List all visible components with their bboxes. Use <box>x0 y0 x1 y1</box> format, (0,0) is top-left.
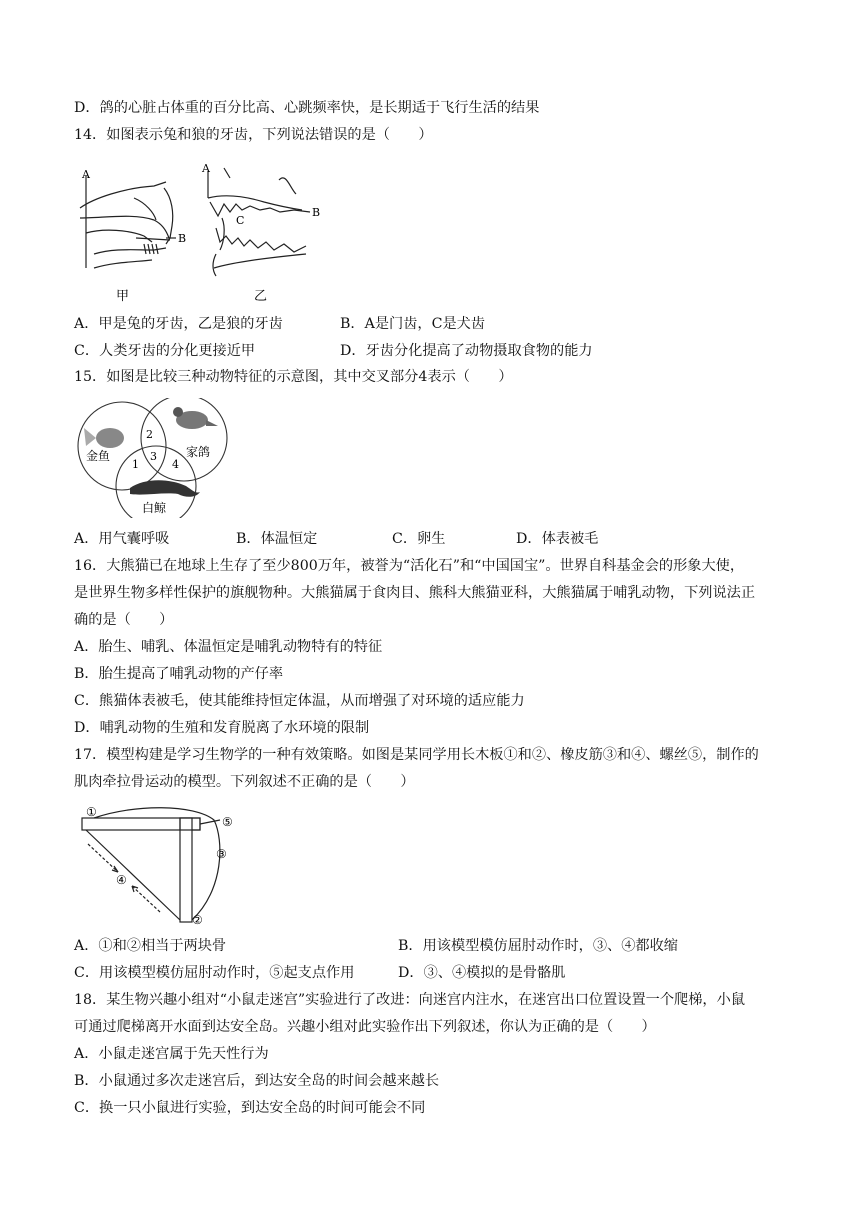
q17-model-figure <box>74 800 244 930</box>
q16-option-d: D．哺乳动物的生殖和发育脱离了水环境的限制 <box>74 720 370 736</box>
mark-4: ④ <box>116 873 127 887</box>
q16-stem-line3: 确的是（ ） <box>74 612 174 628</box>
region-2: 2 <box>146 428 153 441</box>
q17-option-a: A．①和②相当于两块骨 <box>74 938 227 954</box>
beluga-icon <box>130 480 200 497</box>
rabbit-skull-drawing <box>80 176 176 268</box>
q15-option-a: A．用气囊呼吸 <box>74 531 170 547</box>
q15-option-d: D．体表被毛 <box>516 531 599 547</box>
q14-option-b: B．A是门齿，C是犬齿 <box>340 316 486 332</box>
q15-option-c: C．卵生 <box>392 531 446 547</box>
mark-2: ② <box>192 913 203 927</box>
q17-option-b: B．用该模型模仿屈肘动作时，③、④都收缩 <box>398 938 678 954</box>
label-goldfish: 金鱼 <box>86 449 111 463</box>
q18-stem-line1: 18．某生物兴趣小组对“小鼠走迷宫”实验进行了改进：向迷宫内注水，在迷宫出口位置设置一个爬梯，小鼠 <box>74 992 746 1008</box>
q13-option-d: D．鸽的心脏占体重的百分比高、心跳频率快，是长期适于飞行生活的结果 <box>74 100 540 116</box>
label-beluga: 白鲸 <box>142 501 167 515</box>
region-4: 4 <box>172 458 179 471</box>
model-drawing <box>82 808 220 922</box>
teeth-diagram <box>74 158 344 308</box>
venn-diagram <box>74 398 234 518</box>
label-jia: 甲 <box>116 289 130 304</box>
q16-option-b: B．胎生提高了哺乳动物的产仔率 <box>74 666 284 682</box>
q15-stem: 15．如图是比较三种动物特征的示意图，其中交叉部分4表示（ ） <box>74 369 513 385</box>
q16-stem-line2: 是世界生物多样性保护的旗舰物种。大熊猫属于食肉目、熊科大熊猫亚科，大熊猫属于哺乳动物，下列说法正 <box>74 585 756 601</box>
label-yi: 乙 <box>254 289 268 304</box>
q18-option-b: B．小鼠通过多次走迷宫后，到达安全岛的时间会越来越长 <box>74 1073 440 1089</box>
mark-5: ⑤ <box>222 815 233 829</box>
mark-3: ③ <box>216 847 227 861</box>
q17-option-d: D．③、④模拟的是骨骼肌 <box>398 965 566 981</box>
q18-option-a: A．小鼠走迷宫属于先天性行为 <box>74 1046 269 1062</box>
region-1: 1 <box>132 458 139 471</box>
q18-stem-line2: 可通过爬梯离开水面到达安全岛。兴趣小组对此实验作出下列叙述，你认为正确的是（ ） <box>74 1019 656 1035</box>
q18-option-c: C．换一只小鼠进行实验，到达安全岛的时间可能会不同 <box>74 1100 426 1116</box>
q17-stem-line2: 肌肉牵拉骨运动的模型。下列叙述不正确的是（ ） <box>74 774 415 790</box>
q14-stem: 14．如图表示兔和狼的牙齿，下列说法错误的是（ ） <box>74 127 433 143</box>
q14-teeth-figure <box>74 158 344 308</box>
muscle-bone-model <box>74 800 244 930</box>
mark-a-jia: A <box>82 168 90 181</box>
q16-option-a: A．胎生、哺乳、体温恒定是哺乳动物特有的特征 <box>74 639 383 655</box>
label-pigeon: 家鸽 <box>186 445 211 459</box>
mark-1: ① <box>86 805 97 819</box>
region-3: 3 <box>150 450 157 463</box>
q14-option-c: C．人类牙齿的分化更接近甲 <box>74 343 256 359</box>
q14-option-d: D．牙齿分化提高了动物摄取食物的能力 <box>340 343 593 359</box>
q16-option-c: C．熊猫体表被毛，使其能维持恒定体温，从而增强了对环境的适应能力 <box>74 693 525 709</box>
q17-stem-line1: 17．模型构建是学习生物学的一种有效策略。如图是某同学用长木板①和②、橡皮筋③和④、螺丝⑤，制作的 <box>74 747 759 763</box>
mark-b-yi: B <box>312 206 321 219</box>
wolf-skull-drawing <box>208 168 310 276</box>
mark-c-yi: C <box>236 214 245 227</box>
q14-option-a: A．甲是兔的牙齿，乙是狼的牙齿 <box>74 316 283 332</box>
q15-option-b: B．体温恒定 <box>236 531 318 547</box>
mark-b-jia: B <box>178 232 187 245</box>
pigeon-icon <box>173 407 218 429</box>
q16-stem-line1: 16．大熊猫已在地球上生存了至少800万年，被誉为“活化石”和“中国国宝”。世界自科基金会的形象大使， <box>74 558 745 574</box>
q15-venn-figure <box>74 398 234 518</box>
mark-a-yi: A <box>202 162 210 175</box>
goldfish-icon <box>84 428 124 448</box>
q17-option-c: C．用该模型模仿屈肘动作时，⑤起支点作用 <box>74 965 355 981</box>
